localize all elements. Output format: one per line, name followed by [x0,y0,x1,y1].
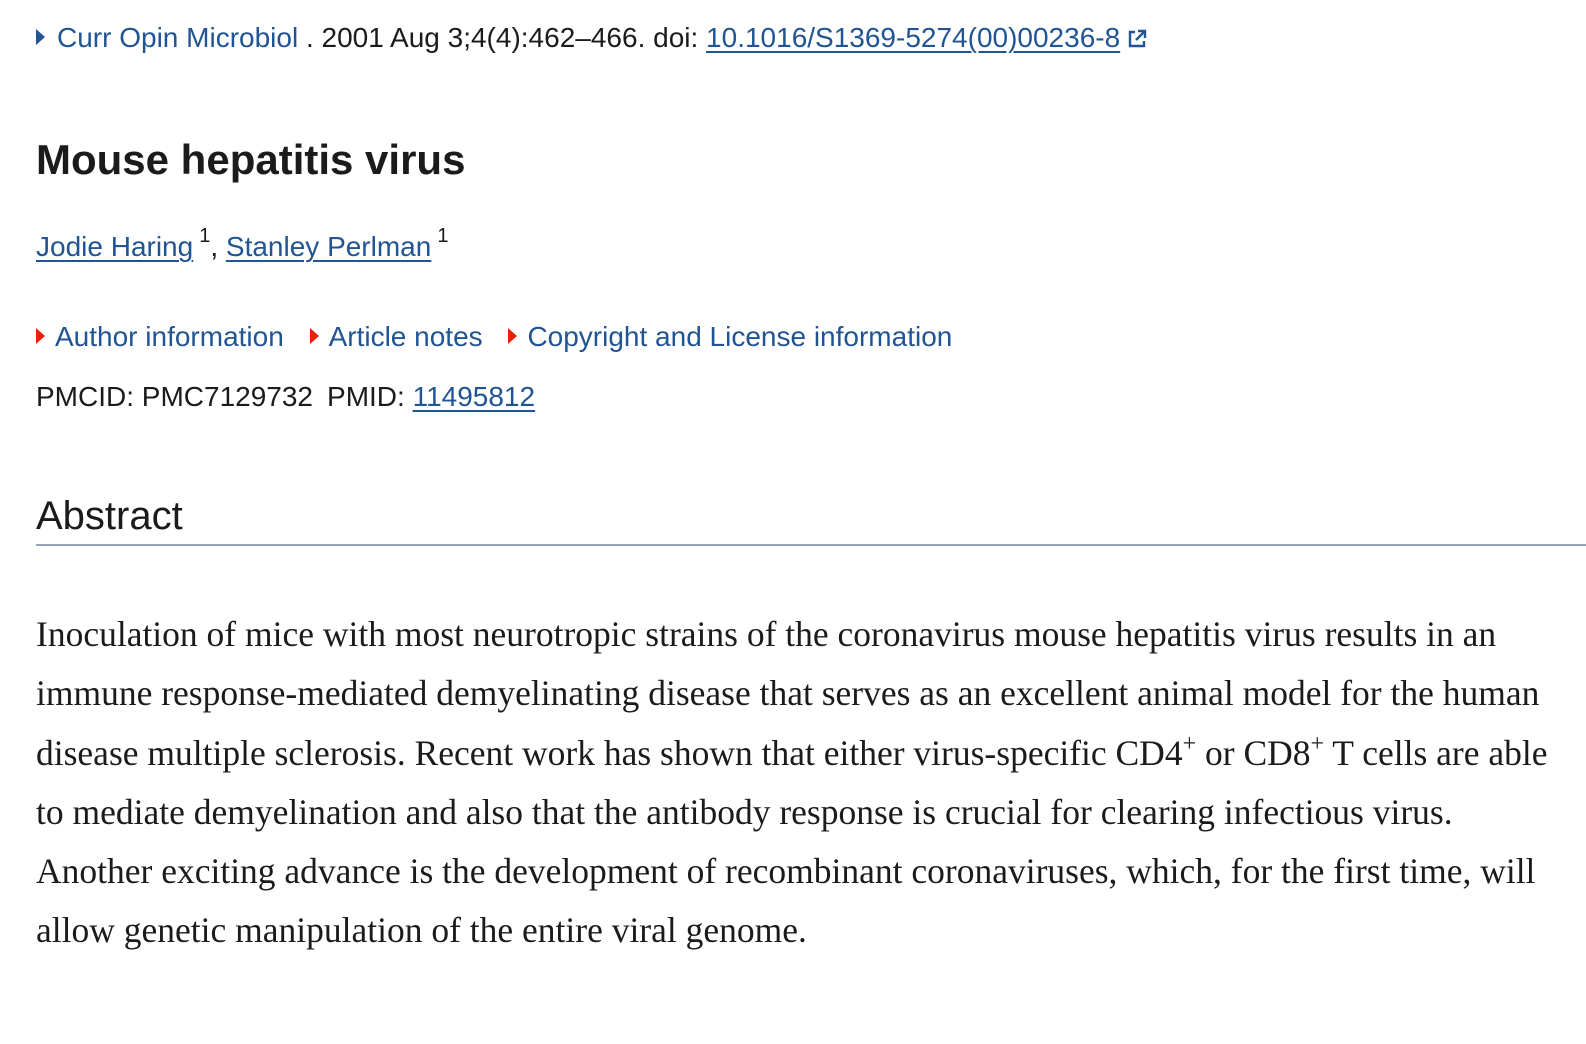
pmcid-label: PMCID: [36,381,134,412]
abstract-segment: or CD8 [1196,732,1311,773]
citation-line [36,18,1148,58]
journal-link[interactable] [36,22,306,53]
accordion-label: Article notes [328,321,483,352]
pmid-label: PMID: [327,381,405,412]
copyright-license-toggle[interactable] [508,316,952,358]
external-link-icon [1126,21,1148,43]
accordion-label: Author information [55,321,284,352]
caret-right-icon [36,328,45,344]
author-affiliation-ref[interactable]: 1 [437,224,449,247]
superscript-plus: + [1310,730,1325,757]
caret-right-icon [36,29,45,45]
article-info-accordions [36,316,970,358]
accordion-label: Copyright and License information [527,321,953,352]
article-notes-toggle[interactable] [310,316,483,358]
pmid-link[interactable]: 11495812 [412,381,536,412]
author-information-toggle[interactable] [36,316,284,358]
pmcid-value: PMC7129732 [141,381,314,412]
article-identifiers [36,376,535,418]
caret-right-icon [310,328,319,344]
superscript-plus: + [1182,730,1197,757]
journal-name: Curr Opin Microbiol [57,22,299,53]
abstract-divider [36,544,1586,546]
caret-right-icon [508,328,517,344]
abstract-text [36,605,1556,961]
abstract-segment: Inoculation of mice with most neurotropic strains of the coronavirus mouse hepatitis virus results in an immune response-mediated demyelinating disease that serves as an excellent animal model for the human disease multiple sclerosis. Recent work has shown that either virus-specific CD4 [36,614,1540,773]
abstract-segment: T cells are able to mediate demyelination and also that the antibody response is crucial for clearing infectious virus. Another exciting advance is the development of recombinant coronaviruses, which, for the first time, will allow genetic manipulation of the entire viral genome. [36,732,1548,951]
author-list [36,226,448,268]
author-link[interactable]: Jodie Haring [36,231,194,262]
author-link[interactable]: Stanley Perlman [225,231,432,262]
article-title: Mouse hepatitis virus [36,136,466,183]
abstract-heading: Abstract [36,494,183,538]
doi-link[interactable]: 10.1016/S1369-5274(00)00236-8 [706,22,1121,53]
author-affiliation-ref[interactable]: 1 [199,224,211,247]
citation-details: . 2001 Aug 3;4(4):462–466. doi: [305,22,707,53]
author-separator: , [210,231,219,262]
